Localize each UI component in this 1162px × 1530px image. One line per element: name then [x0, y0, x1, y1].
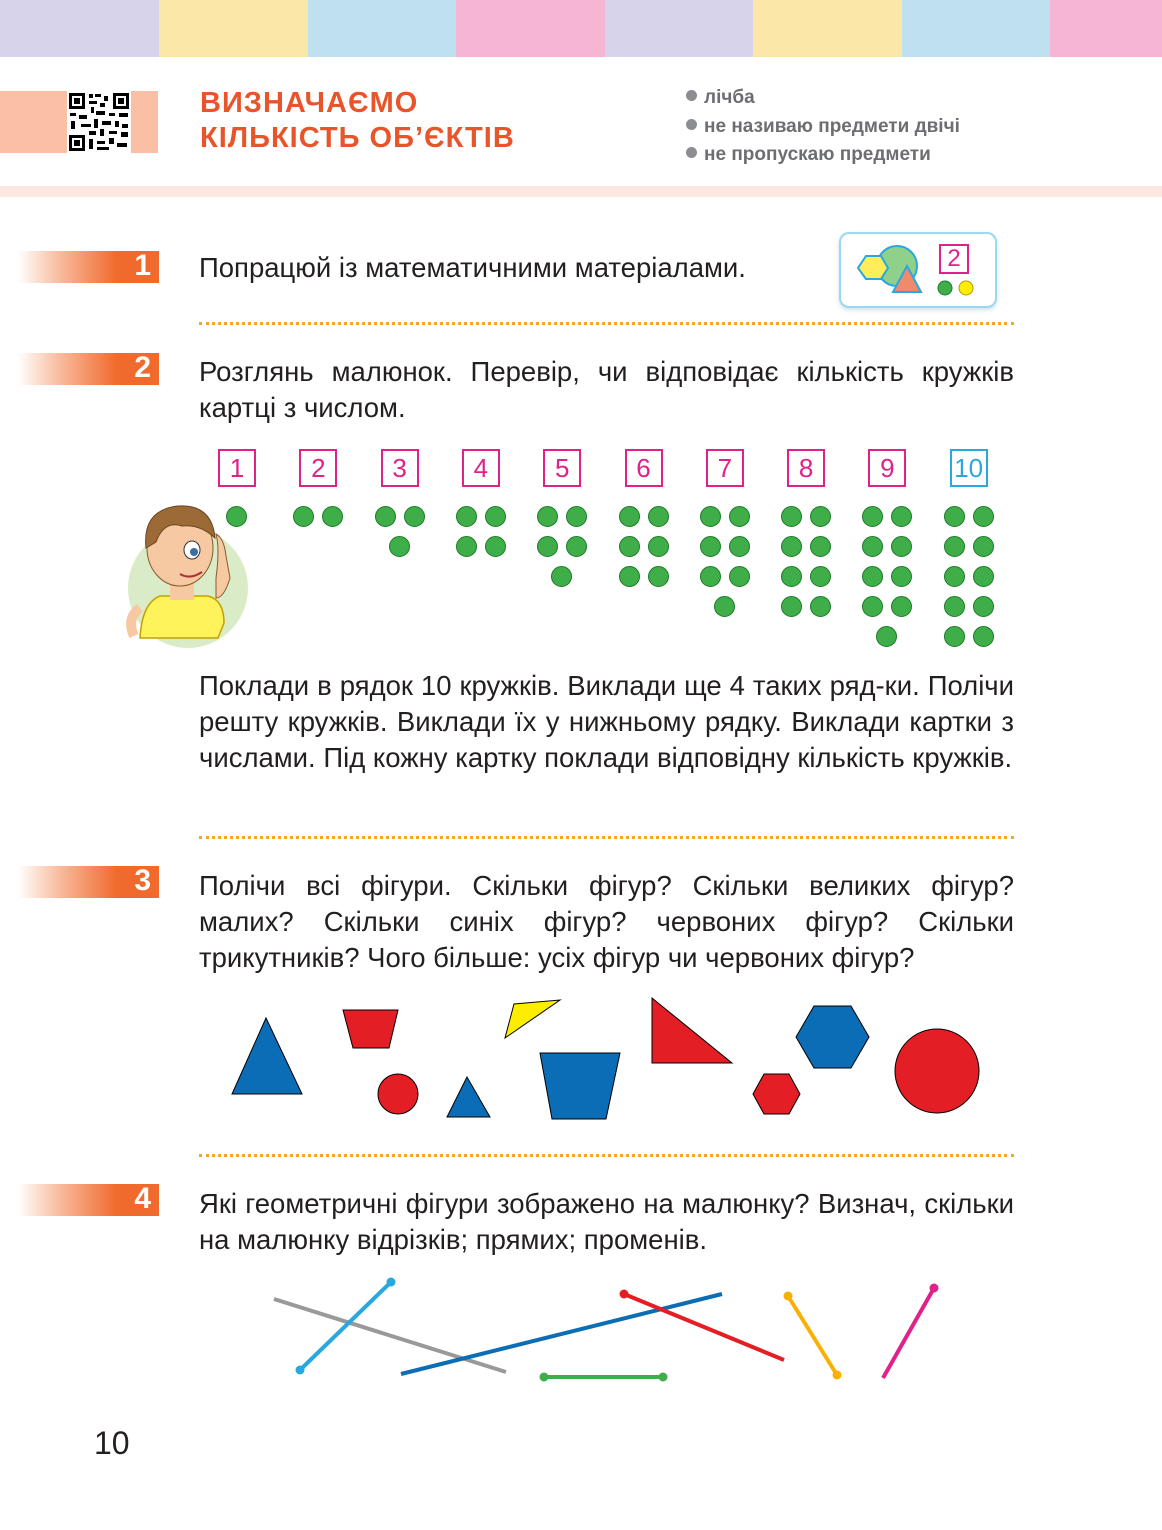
counting-dot	[810, 566, 831, 587]
orange-segment	[788, 1296, 837, 1375]
large-blue-trapezoid	[540, 1053, 620, 1119]
large-red-circle	[895, 1029, 979, 1113]
counting-dot	[862, 536, 883, 557]
counting-dot	[485, 536, 506, 557]
counting-dot	[944, 596, 965, 617]
counting-dot	[944, 566, 965, 587]
number-card: 10	[950, 449, 988, 487]
counting-dot	[944, 626, 965, 647]
small-blue-triangle	[447, 1077, 490, 1117]
large-blue-hexagon	[796, 1006, 869, 1068]
large-red-triangle	[652, 998, 732, 1063]
shapes-figure	[200, 990, 1000, 1130]
counting-dot	[293, 506, 314, 527]
page-number: 10	[94, 1425, 130, 1461]
counting-dot	[619, 566, 640, 587]
counting-dot	[810, 506, 831, 527]
small-red-hexagon	[753, 1074, 800, 1114]
task-3-text: Полічи всі фігури. Скільки фігур? Скільки великих фігур? малих? Скільки синіх фігур? червоних фігур? Скільки трикутників? Чого більше: усіх фігур чи червоних фігур?	[199, 870, 1014, 973]
counting-dot	[862, 506, 883, 527]
counting-dot	[862, 566, 883, 587]
number-card: 5	[543, 449, 581, 487]
counting-dot	[973, 536, 994, 557]
task-1-text: Попрацюй із математичними матеріалами.	[199, 252, 746, 283]
number-card: 1	[218, 449, 256, 487]
counting-dot	[944, 506, 965, 527]
dark-blue-line	[401, 1294, 722, 1374]
counting-dot	[973, 566, 994, 587]
counting-dot	[404, 506, 425, 527]
counting-dot	[810, 596, 831, 617]
counting-dot	[375, 506, 396, 527]
counting-dot	[619, 536, 640, 557]
number-cards-area	[0, 0, 1162, 660]
task-4-text: Які геометричні фігури зображено на малюнку? Визнач, скільки на малюнку відрізків; прямих; променів.	[199, 1188, 1014, 1255]
number-card: 6	[625, 449, 663, 487]
task-2-instructions: Поклади в рядок 10 кружків. Виклади ще 4 таких ряд-ки. Полічи решту кружків. Виклади їх у нижньому рядку. Виклади картки з числами. Під кожну картку поклади відповідну кількість кружків.	[199, 670, 1014, 773]
counting-dot	[891, 566, 912, 587]
counting-dot	[729, 566, 750, 587]
counting-dot	[862, 596, 883, 617]
counting-dot	[781, 596, 802, 617]
goal-text: лічба	[704, 87, 755, 108]
counting-dot	[729, 536, 750, 557]
counting-dot	[944, 536, 965, 557]
task-2-text: Розглянь малюнок. Перевір, чи відповідає кількість кружків картці з числом.	[199, 356, 1014, 423]
number-card: 3	[381, 449, 419, 487]
counting-dot	[456, 506, 477, 527]
counting-dot	[781, 536, 802, 557]
counting-dot	[876, 626, 897, 647]
task-number: 1	[134, 249, 151, 282]
number-card: 9	[868, 449, 906, 487]
counting-dot	[566, 536, 587, 557]
counting-dot	[619, 506, 640, 527]
counting-dot	[781, 506, 802, 527]
small-yellow-triangle	[505, 1000, 560, 1038]
small-red-circle	[378, 1074, 418, 1114]
counting-dot	[537, 506, 558, 527]
counting-dot	[226, 506, 247, 527]
counting-dot	[891, 506, 912, 527]
number-card: 2	[939, 244, 969, 274]
section-divider	[199, 836, 1014, 839]
number-card: 7	[706, 449, 744, 487]
counting-dot	[456, 536, 477, 557]
magenta-ray	[883, 1288, 934, 1378]
goal-text: не пропускаю предмети	[704, 144, 931, 165]
number-card: 4	[462, 449, 500, 487]
lines-figure	[250, 1270, 970, 1400]
page-title-line2: КІЛЬКІСТЬ ОБ’ЄКТІВ	[200, 122, 515, 154]
number-card: 8	[787, 449, 825, 487]
counting-dot	[648, 506, 669, 527]
counting-dot	[648, 536, 669, 557]
counting-dot	[973, 596, 994, 617]
counting-dot	[485, 506, 506, 527]
counting-dot	[700, 536, 721, 557]
counting-dot	[891, 536, 912, 557]
counting-dot	[973, 506, 994, 527]
task-number-tab	[18, 1184, 159, 1216]
task-number: 4	[134, 1182, 151, 1215]
page-title-line1: ВИЗНАЧАЄМО	[200, 87, 419, 119]
task-number: 2	[134, 351, 151, 384]
counting-dot	[700, 566, 721, 587]
red-ray	[624, 1294, 784, 1360]
counting-dot	[781, 566, 802, 587]
counting-dot	[810, 536, 831, 557]
counting-dot	[389, 536, 410, 557]
counting-dot	[648, 566, 669, 587]
counting-dot	[537, 536, 558, 557]
small-red-trapezoid	[343, 1010, 398, 1048]
large-blue-triangle	[232, 1018, 302, 1094]
blue-segment	[300, 1282, 391, 1370]
counting-dot	[973, 626, 994, 647]
counting-dot	[566, 506, 587, 527]
counting-dot	[322, 506, 343, 527]
goal-text: не називаю предмети двічі	[704, 115, 960, 137]
number-card: 2	[299, 449, 337, 487]
counting-dot	[891, 596, 912, 617]
counting-dot	[714, 596, 735, 617]
counting-dot	[700, 506, 721, 527]
counting-dot	[551, 566, 572, 587]
section-divider	[199, 1154, 1014, 1157]
task-number-tab	[18, 866, 159, 898]
counting-dot	[729, 506, 750, 527]
task-number: 3	[134, 864, 151, 897]
